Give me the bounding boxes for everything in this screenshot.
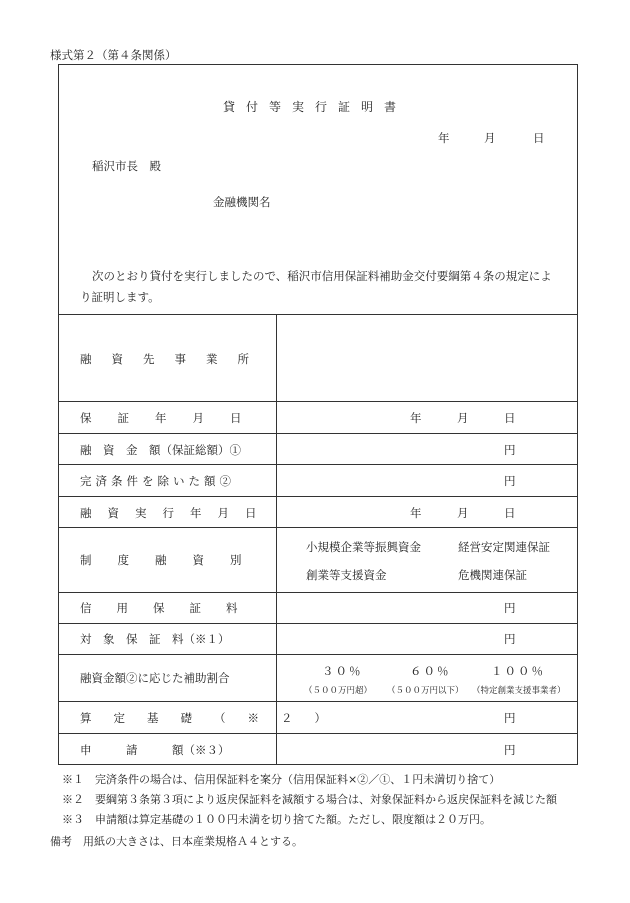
- loan-type-option: 創業等支援資金: [306, 568, 387, 582]
- footnote-3: ※３ 申請額は算定基礎の１００円未満を切り捨てた額。ただし、限度額は２０万円。: [62, 813, 491, 826]
- date-year: 年: [438, 131, 450, 145]
- ratio-60-note: （５００万円以下）: [387, 686, 464, 696]
- date-year: 年: [410, 506, 422, 520]
- yen-unit: 円: [504, 601, 516, 615]
- row-label-execution-date: 融資実行年月日: [80, 506, 273, 520]
- date-year: 年: [410, 411, 422, 425]
- addressee: 稲沢市長 殿: [92, 159, 161, 173]
- row-label-guarantee-date: 保証年月日: [80, 411, 268, 425]
- row-label-target-fee: 対 象 保 証 料（※１）: [80, 632, 230, 646]
- ratio-30-note: （５００万円超）: [304, 686, 373, 696]
- remarks: 備考 用紙の大きさは、日本産業規格Ａ４とする。: [50, 835, 303, 848]
- divider: [58, 464, 578, 465]
- yen-unit: 円: [504, 474, 516, 488]
- yen-unit: 円: [504, 632, 516, 646]
- column-divider: [276, 314, 277, 765]
- date-month: 月: [457, 411, 469, 425]
- body-text-line1: 次のとおり貸付を実行しましたので、稲沢市信用保証料補助金交付要綱第４条の規定によ: [92, 269, 552, 283]
- loan-type-option: 経営安定関連保証: [458, 540, 550, 554]
- loan-type-option: 危機関連保証: [458, 568, 527, 582]
- divider: [58, 527, 578, 528]
- date-month: 月: [484, 131, 496, 145]
- divider: [58, 314, 578, 315]
- date-day: 日: [504, 411, 516, 425]
- row-label-guarantee-fee: 信用保証料: [80, 601, 263, 615]
- row-label-request-amount: 申 請 額（※３）: [80, 743, 230, 757]
- date-day: 日: [504, 506, 516, 520]
- row-label-loan-type: 制度融資別: [80, 553, 268, 567]
- divider: [58, 733, 578, 734]
- divider: [58, 701, 578, 702]
- footnote-2: ※２ 要綱第３条第３項により返戻保証料を減額する場合は、対象保証料から返戻保証料を減じた額: [62, 793, 557, 806]
- document-title: 貸付等実行証明書: [222, 100, 407, 114]
- date-month: 月: [457, 506, 469, 520]
- date-day: 日: [533, 131, 545, 145]
- ratio-100-note: （特定創業支援事業者）: [472, 686, 566, 696]
- row-label-subsidy-ratio: 融資金額②に応じた補助割合: [80, 671, 230, 685]
- row-label-excluded-amount: 完済条件を除いた額②: [80, 474, 235, 488]
- body-text-line2: り証明します。: [80, 290, 160, 304]
- divider: [58, 623, 578, 624]
- row-label-loan-amount: 融 資 金 額（保証総額）①: [80, 443, 241, 457]
- yen-unit: 円: [504, 443, 516, 457]
- divider: [58, 592, 578, 593]
- divider: [58, 654, 578, 655]
- ratio-100: １００％: [491, 664, 545, 678]
- divider: [58, 496, 578, 497]
- yen-unit: 円: [504, 711, 516, 725]
- row-label-borrower: 融資先事業所: [80, 352, 269, 366]
- divider: [58, 401, 578, 402]
- form-label: 様式第２（第４条関係）: [50, 48, 177, 62]
- footnote-1: ※１ 完済条件の場合は、信用保証料を案分（信用保証料×②／①、１円未満切り捨て）: [62, 773, 501, 786]
- row-label-calc-base: 算定基礎（※２）: [80, 711, 348, 725]
- yen-unit: 円: [504, 743, 516, 757]
- divider: [58, 433, 578, 434]
- ratio-30: ３０％: [322, 664, 363, 678]
- loan-type-option: 小規模企業等振興資金: [306, 540, 421, 554]
- ratio-60: ６０％: [410, 664, 451, 678]
- institution-label: 金融機関名: [213, 195, 271, 209]
